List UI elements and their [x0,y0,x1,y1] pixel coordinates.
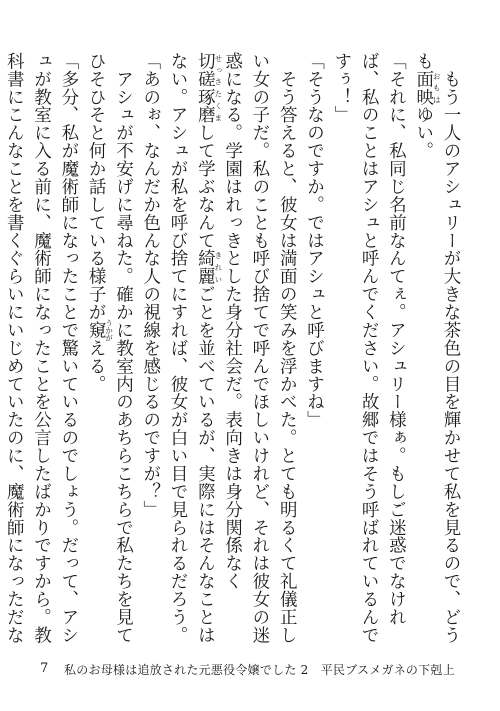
page-footer [40,661,460,681]
paragraph [300,52,327,652]
body-text [4,52,464,652]
page-number: 7 [40,661,49,676]
text-run: ごとを並べているが、実際にはそんなことはない。アシュが私を呼び捨てにすれば、彼女が白い目で見られるだろう。 [168,52,216,644]
paragraph [82,52,137,652]
text-run: 「あのぉ、なんだか色んな人の視線を感じるのですが？」 [140,52,161,519]
running-title: 私のお母様は追放された元悪役令嬢でした 2 平民ブスメガネの下剋上 [64,663,455,677]
paragraph [0,52,82,652]
text-run: アシュが不安げに尋ねた。確かに教室内のあちらこちらで私たちを見てひそひそと何か話している様子が [86,52,134,644]
text-run: える。 [86,339,107,393]
paragraph [164,52,300,652]
paragraph [136,52,163,652]
furigana-word: 面映おもは [413,69,442,106]
furigana-reading: うかが [104,318,114,342]
text-run: 「そうなのですか。ではアシュと呼びますね」 [304,52,325,429]
furigana-word: 窺うかが [86,318,114,342]
furigana-word: 切磋琢磨せっさたくま [195,52,223,124]
furigana-reading: おもは [432,69,442,106]
text-run: 「多分、私が魔術師になったことで驚いているのでしょう。だって、アシュが教室に入る前に、魔術師になったことを公言したばかりですから。教科書にこんなことを書くぐらいにいじめていたのに、魔術師になっただな [4,52,79,644]
text-run: 「それに、私同じ名前なんてぇ。アシュリー様ぁ。もしご迷惑でなければ、私のことはアシュと呼んでください。故郷ではそう呼ばれているんですぅ！」 [331,52,407,644]
text-run: ゆい。 [413,105,434,160]
paragraph [328,52,410,652]
furigana-reading: せっさたくま [213,52,223,124]
paragraph [409,52,464,652]
text-run: そう答えると、彼女は満面の笑みを浮かべた。とても明るくて礼儀正しい女の子だ。私のことも呼び捨てで呼んでほしいけれど、それは彼女の迷惑になる。学園はれっきとした身分社会だ。表向きは身分関係なく [222,52,298,644]
text-run: して学ぶなんて [195,123,216,250]
furigana-reading: きれい [213,249,223,286]
text-run: もう一人のアシュリーが大きな茶色の目を輝かせて私を見るので、どうも [413,52,461,644]
furigana-word: 綺麗きれい [195,249,223,286]
